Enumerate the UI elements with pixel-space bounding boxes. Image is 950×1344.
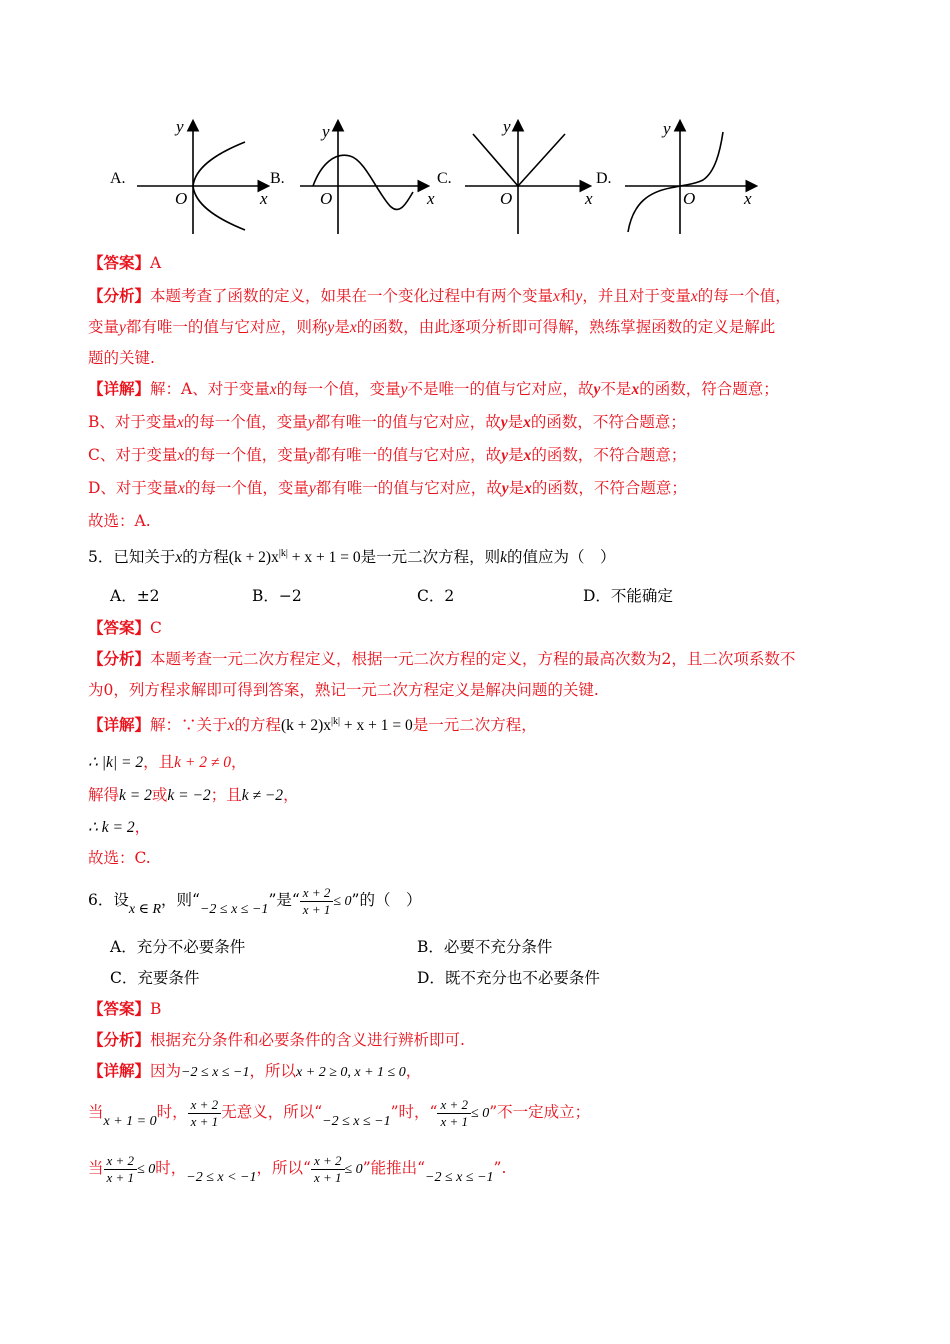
detail-text: 或 xyxy=(151,786,168,804)
math-expr: −2 ≤ x ≤ −1 xyxy=(425,1170,494,1185)
analysis-text: 变量 xyxy=(88,318,120,336)
q5-step-1 xyxy=(88,750,247,772)
math-expr: −2 ≤ x < −1 xyxy=(186,1170,257,1185)
q6-detail-line-3 xyxy=(88,1148,506,1190)
math-var: x xyxy=(177,480,185,497)
detail-text: 的方程 xyxy=(234,716,281,734)
q6-option-a: A．充分不必要条件 xyxy=(110,938,246,956)
detail-text: 都有唯一的值与它对应，故 xyxy=(314,413,501,431)
graph-c-y-label: y xyxy=(503,117,511,136)
detail-text: 当 xyxy=(88,1103,104,1121)
q5-step-2 xyxy=(88,783,299,805)
detail-text: B、对于变量 xyxy=(88,413,177,431)
detail-text: 不是唯一的值与它对应，故 xyxy=(407,380,594,398)
detail-text: ；且 xyxy=(210,786,242,804)
graph-a-curve-upper xyxy=(193,142,245,186)
detail-text: 是 xyxy=(508,446,524,464)
graph-c-x-label: x xyxy=(585,189,593,208)
math-expr: ∴ k = 2 xyxy=(88,819,135,836)
detail-tag: 【详解】 xyxy=(88,379,151,398)
q5-step-3 xyxy=(88,815,150,837)
graph-d xyxy=(625,122,755,234)
math-expr: x ∈ R xyxy=(128,902,162,917)
math-var: x xyxy=(177,447,185,464)
detail-text: ”不一定成立； xyxy=(489,1103,591,1121)
detail-text: 都有唯一的值与它对应，故 xyxy=(315,446,502,464)
q4-detail-d xyxy=(88,476,687,498)
detail-tag: 【详解】 xyxy=(88,1061,151,1080)
stem-text: 是一元二次方程，则 xyxy=(360,548,501,566)
q4-analysis-line-3: 题的关键. xyxy=(88,349,155,367)
graph-b xyxy=(300,122,427,234)
graph-d-x-label: x xyxy=(744,189,752,208)
analysis-text: 是 xyxy=(334,318,350,336)
math-expr: −2 ≤ x ≤ −1 xyxy=(199,902,269,917)
math-var: y xyxy=(308,480,316,497)
graph-c-label: C. xyxy=(437,170,452,187)
q6-option-b: B．必要不充分条件 xyxy=(417,938,553,956)
detail-text: 的每一个值，变量 xyxy=(183,413,308,431)
detail-tag: 【详解】 xyxy=(88,715,151,734)
q5-conclusion: 故选：C. xyxy=(88,849,151,867)
math-var: x xyxy=(690,288,698,305)
q5-analysis-line-2: 为0，列方程求解即可得到答案，熟记一元二次方程定义是解决问题的关键. xyxy=(88,681,599,699)
math-var: x xyxy=(349,319,357,336)
detail-text: 的函数，符合题意； xyxy=(639,380,779,398)
graph-c xyxy=(465,122,589,234)
q6-detail-line-1 xyxy=(88,1059,421,1081)
analysis-text: 本题考查一元二次方程定义，根据一元二次方程的定义，方程的最高次数为2，且二次项系数不 xyxy=(150,650,796,668)
equation-exponent: |k| xyxy=(331,715,341,727)
graph-c-origin-label: O xyxy=(500,189,513,208)
graph-a-origin-label: O xyxy=(175,189,188,208)
stem-text: 5．已知关于 xyxy=(88,548,176,566)
graph-d-origin-label: O xyxy=(683,189,696,208)
math-expr: ∴ |k| = 2 xyxy=(88,754,144,771)
fraction-denominator: x + 1 xyxy=(313,1169,342,1185)
equation-rest: + x + 1 = 0 xyxy=(340,717,413,734)
detail-text: ， xyxy=(134,818,151,836)
math-expr: ≤ 0 xyxy=(333,894,352,909)
detail-text: ”时，“ xyxy=(390,1103,438,1121)
q5-option-b: B．−2 xyxy=(252,587,302,605)
q6-option-c: C．充要条件 xyxy=(110,969,200,987)
detail-text: ，所以“ xyxy=(256,1159,311,1177)
q5-detail-line-1 xyxy=(88,713,537,735)
q4-analysis-line-1 xyxy=(88,284,791,306)
math-var: y xyxy=(308,447,316,464)
math-expr: −2 ≤ x ≤ −1 xyxy=(322,1114,391,1129)
answer-value: C xyxy=(150,619,162,637)
q6-detail-line-2 xyxy=(88,1092,590,1134)
q4-analysis-line-2 xyxy=(88,315,775,337)
fraction xyxy=(300,885,334,918)
analysis-text: ，并且对于变量 xyxy=(582,287,691,305)
analysis-text: 和 xyxy=(559,287,576,305)
math-var: x xyxy=(524,480,532,497)
q4-conclusion: 故选：A. xyxy=(88,512,151,530)
math-var: x xyxy=(523,447,532,464)
detail-text: ， xyxy=(405,1062,422,1080)
detail-text: 是一元二次方程， xyxy=(412,716,537,734)
fraction-denominator: x + 1 xyxy=(440,1113,469,1129)
math-var: x xyxy=(523,414,531,431)
equation-exponent: |k| xyxy=(278,547,288,559)
math-expr: x + 2 ≥ 0, x + 1 ≤ 0 xyxy=(296,1065,406,1080)
q5-answer-line xyxy=(88,616,162,638)
analysis-tag: 【分析】 xyxy=(88,649,151,668)
q5-option-c: C．2 xyxy=(417,587,455,605)
detail-text: 的函数，不符合题意； xyxy=(531,446,687,464)
stem-text: 的方程 xyxy=(182,548,229,566)
fraction xyxy=(311,1153,345,1186)
detail-text: 是 xyxy=(507,413,524,431)
detail-text: 的函数，不符合题意； xyxy=(530,413,686,431)
math-expr: k = 2 xyxy=(119,787,152,804)
detail-text: ”能推出“ xyxy=(362,1159,426,1177)
equation-base: (k + 2)x xyxy=(280,717,332,734)
detail-text: 无意义，所以“ xyxy=(221,1103,323,1121)
detail-text: 解：A、对于变量 xyxy=(150,380,270,398)
graph-d-y-label: y xyxy=(663,119,671,138)
math-expr: k + 2 ≠ 0 xyxy=(174,754,231,771)
stem-text: 6．设 xyxy=(88,891,129,909)
detail-text: 是 xyxy=(508,479,525,497)
stem-text: ”的（ ） xyxy=(351,891,422,909)
function-graphs xyxy=(95,112,775,242)
detail-text: 时， xyxy=(156,1103,188,1121)
detail-text: 的每一个值，变量 xyxy=(276,380,401,398)
math-expr: k = −2 xyxy=(167,787,211,804)
math-expr: k ≠ −2 xyxy=(241,787,284,804)
graph-b-label: B. xyxy=(270,170,285,187)
graph-b-y-label: y xyxy=(322,122,330,141)
q4-detail-a xyxy=(88,377,779,399)
detail-text: 时， xyxy=(155,1159,187,1177)
math-var: x xyxy=(227,717,235,734)
fraction-denominator: x + 1 xyxy=(302,901,331,917)
stem-text: 的值应为（ ） xyxy=(507,548,616,566)
graph-a-y-label: y xyxy=(176,117,184,136)
q6-option-d: D．既不充分也不必要条件 xyxy=(417,969,600,987)
detail-text: ， xyxy=(283,786,299,804)
answer-tag: 【答案】 xyxy=(88,999,151,1018)
fraction-numerator: x + 2 xyxy=(188,1097,222,1114)
graph-c-left-ray xyxy=(473,134,518,186)
math-var: x xyxy=(176,414,184,431)
analysis-text: 本题考查了函数的定义，如果在一个变化过程中有两个变量 xyxy=(150,287,554,305)
graph-a xyxy=(137,122,267,234)
graph-c-right-ray xyxy=(518,134,565,186)
math-var: y xyxy=(575,288,583,305)
math-expr: x + 1 = 0 xyxy=(103,1114,157,1129)
answer-value: A xyxy=(150,254,162,272)
fraction-denominator: x + 1 xyxy=(190,1113,219,1129)
math-var: y xyxy=(327,319,335,336)
analysis-text: 的函数，由此逐项分析即可得解，熟练掌握函数的定义是解此 xyxy=(356,318,776,336)
math-var: y xyxy=(500,414,508,431)
graph-d-curve xyxy=(628,132,723,232)
math-var: y xyxy=(307,414,315,431)
q5-option-d: D．不能确定 xyxy=(583,587,673,605)
analysis-text: 都有唯一的值与它对应，则称 xyxy=(125,318,328,336)
q4-detail-b xyxy=(88,410,686,432)
equation-rest: + x + 1 = 0 xyxy=(287,549,361,566)
math-expr: ≤ 0 xyxy=(344,1162,363,1177)
detail-text: ，所以 xyxy=(249,1062,297,1080)
analysis-text: 根据充分条件和必要条件的含义进行辨析即可. xyxy=(150,1031,465,1049)
detail-text: 不是 xyxy=(600,380,632,398)
detail-text: 的函数，不符合题意； xyxy=(531,479,687,497)
q6-stem xyxy=(88,880,421,922)
math-expr: ≤ 0 xyxy=(471,1106,490,1121)
detail-text: 都有唯一的值与它对应，故 xyxy=(315,479,502,497)
graph-a-curve-lower xyxy=(193,186,245,230)
q4-answer-line xyxy=(88,251,161,273)
stem-text: ，则“ xyxy=(161,891,200,909)
analysis-tag: 【分析】 xyxy=(88,286,151,305)
fraction-denominator: x + 1 xyxy=(106,1169,135,1185)
fraction-numerator: x + 2 xyxy=(311,1153,345,1170)
detail-text: C、对于变量 xyxy=(88,446,178,464)
detail-text: 的每一个值，变量 xyxy=(184,446,309,464)
answer-tag: 【答案】 xyxy=(88,618,151,637)
q5-analysis-line-1 xyxy=(88,647,795,669)
graph-b-origin-label: O xyxy=(320,189,333,208)
graph-b-x-label: x xyxy=(427,189,435,208)
math-var: y xyxy=(400,381,408,398)
detail-text: 解：∵关于 xyxy=(150,716,228,734)
q5-stem: 5．已知关于x的方程$(k + 2)x^{|k|} + x + 1 = 0$是一元二次方程，则k的值应为（ ） xyxy=(88,547,616,566)
graph-a-x-label: x xyxy=(260,189,268,208)
q5-option-a: A．±2 xyxy=(110,587,160,605)
math-var: x xyxy=(631,381,640,398)
detail-text: 当 xyxy=(88,1159,104,1177)
equation xyxy=(281,717,413,734)
math-var: x xyxy=(553,288,560,305)
equation xyxy=(229,549,361,566)
graph-a-label: A. xyxy=(110,170,126,187)
detail-text: 的每一个值，变量 xyxy=(184,479,309,497)
fraction xyxy=(437,1097,471,1130)
detail-text: D、对于变量 xyxy=(88,479,178,497)
math-expr: ≤ 0 xyxy=(137,1162,156,1177)
detail-text: ”. xyxy=(493,1159,507,1177)
fraction-numerator: x + 2 xyxy=(104,1153,138,1170)
detail-text: 因为 xyxy=(150,1062,182,1080)
fraction xyxy=(188,1097,222,1130)
q6-answer-line xyxy=(88,997,161,1019)
q6-analysis-line xyxy=(88,1028,465,1050)
detail-text: ， xyxy=(230,753,247,771)
fraction-numerator: x + 2 xyxy=(437,1097,471,1114)
q4-detail-c xyxy=(88,443,686,465)
analysis-text: 的每一个值， xyxy=(697,287,791,305)
math-var: y xyxy=(119,319,126,336)
analysis-tag: 【分析】 xyxy=(88,1030,151,1049)
fraction xyxy=(104,1153,138,1186)
graph-d-label: D. xyxy=(596,170,612,187)
equation-base: (k + 2)x xyxy=(228,549,279,566)
math-var: x xyxy=(269,381,277,398)
fraction-numerator: x + 2 xyxy=(300,885,334,902)
answer-tag: 【答案】 xyxy=(88,253,151,272)
math-expr: −2 ≤ x ≤ −1 xyxy=(181,1065,250,1080)
answer-value: B xyxy=(150,1000,162,1018)
math-var: y xyxy=(593,381,601,398)
math-var: x xyxy=(175,549,183,566)
math-var: y xyxy=(501,480,509,497)
detail-text: ，且 xyxy=(143,753,175,771)
stem-text: ”是“ xyxy=(268,891,300,909)
math-var: y xyxy=(501,447,509,464)
detail-text: 解得 xyxy=(88,786,120,804)
